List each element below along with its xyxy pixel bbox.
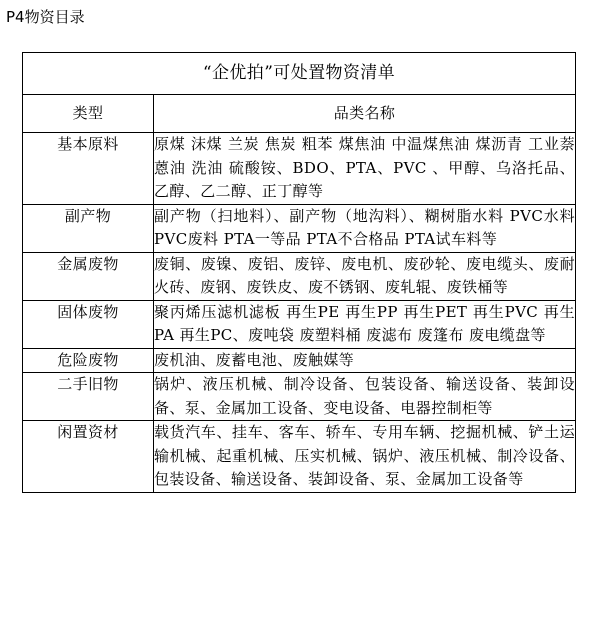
items-cell: 原煤 沫煤 兰炭 焦炭 粗苯 煤焦油 中温煤焦油 煤沥青 工业萘 蒽油 洗油 硫酸铵、BDO、PTA、PVC 、甲醇、乌洛托品、乙醇、乙二醇、正丁醇等 — [154, 133, 576, 205]
items-cell: 废机油、废蓄电池、废触媒等 — [154, 348, 576, 373]
column-header-items: 品类名称 — [154, 95, 576, 133]
column-header-type: 类型 — [23, 95, 154, 133]
items-cell: 副产物（扫地料）、副产物（地沟料）、糊树脂水料 PVC水料 PVC废料 PTA一等品 PTA不合格品 PTA试车料等 — [154, 204, 576, 252]
type-cell: 危险废物 — [23, 348, 154, 373]
page-heading: P4物资目录 — [6, 8, 85, 26]
type-cell: 基本原料 — [23, 133, 154, 205]
table-title: “企优拍”可处置物资清单 — [23, 53, 576, 95]
type-cell: 固体废物 — [23, 300, 154, 348]
table-row — [23, 252, 576, 300]
table-row — [23, 204, 576, 252]
items-cell: 聚丙烯压滤机滤板 再生PE 再生PP 再生PET 再生PVC 再生PA 再生PC、废吨袋 废塑料桶 废滤布 废篷布 废电缆盘等 — [154, 300, 576, 348]
table-row — [23, 133, 576, 205]
table-title-row — [23, 53, 576, 95]
table-row — [23, 421, 576, 493]
type-cell: 金属废物 — [23, 252, 154, 300]
items-cell: 废铜、废镍、废铝、废锌、废电机、废砂轮、废电缆头、废耐火砖、废钢、废铁皮、废不锈钢、废轧辊、废铁桶等 — [154, 252, 576, 300]
inventory-table — [22, 52, 576, 493]
items-cell: 锅炉、液压机械、制冷设备、包装设备、输送设备、装卸设备、泵、金属加工设备、变电设备、电器控制柜等 — [154, 373, 576, 421]
type-cell: 闲置资材 — [23, 421, 154, 493]
table-row — [23, 373, 576, 421]
table-header-row — [23, 95, 576, 133]
items-cell: 载货汽车、挂车、客车、轿车、专用车辆、挖掘机械、铲土运输机械、起重机械、压实机械、锅炉、液压机械、制冷设备、包装设备、输送设备、装卸设备、泵、金属加工设备等 — [154, 421, 576, 493]
table-row — [23, 348, 576, 373]
table-row — [23, 300, 576, 348]
type-cell: 副产物 — [23, 204, 154, 252]
type-cell: 二手旧物 — [23, 373, 154, 421]
